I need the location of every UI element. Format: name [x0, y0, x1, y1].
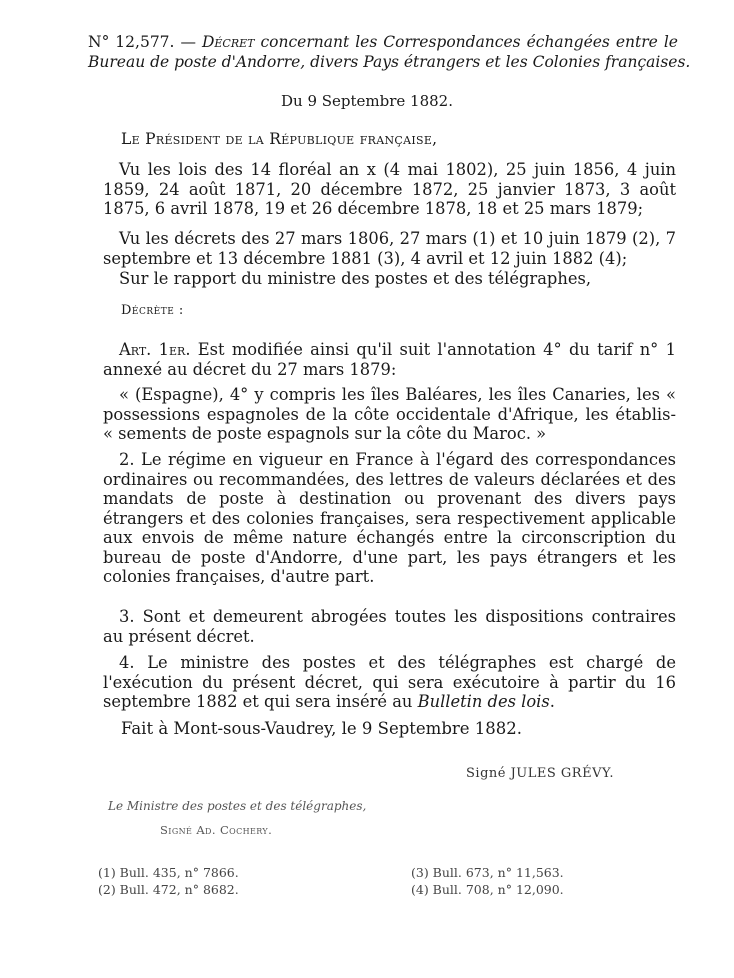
article-1-quote: « (Espagne), 4° y compris les îles Baléares, les îles Canaries, les « possessions espagnoles de la côte occidentale d'Afrique, les établis- « sements de poste espagnols sur la côte du Maroc. »: [103, 385, 676, 443]
fait-a-line: Fait à Mont-sous-Vaudrey, le 9 Septembre 1882.: [121, 719, 523, 738]
signature-minister: Signé Ad. Cochery.: [160, 823, 273, 837]
article-3-label: 3.: [119, 607, 135, 626]
footnote-3: (3) Bull. 673, n° 11,563.: [411, 865, 564, 880]
article-4-end: .: [549, 692, 555, 711]
footnotes-left: [98, 864, 239, 898]
decree-date: Du 9 Septembre 1882.: [280, 92, 453, 110]
considerant-report: Sur le rapport du ministre des postes et des télégraphes,: [119, 269, 591, 288]
decree-title: [88, 32, 691, 72]
considerant-decrees: [103, 229, 676, 268]
footnote-2: (2) Bull. 472, n° 8682.: [98, 882, 239, 897]
footnote-4: (4) Bull. 708, n° 12,090.: [411, 882, 564, 897]
minister-line: Le Ministre des postes et des télégraphes,: [108, 799, 367, 813]
article-3: [103, 607, 676, 646]
decree-label: Décret: [201, 33, 255, 51]
article-1: [103, 340, 676, 379]
article-1-label: Art. 1er.: [119, 340, 191, 359]
title-line-2: Bureau de poste d'Andorre, divers Pays étrangers et les Colonies françaises.: [88, 53, 691, 71]
article-4-label: 4.: [119, 653, 135, 672]
decree-number: N° 12,577. —: [88, 33, 196, 51]
decrete-heading: Décrète :: [121, 303, 184, 318]
article-1-text: Est modifiée ainsi qu'il suit l'annotation 4° du tarif n° 1 annexé au décret du 27 mars 1879:: [103, 340, 676, 379]
footnote-1: (1) Bull. 435, n° 7866.: [98, 865, 239, 880]
signature-president: Signé JULES GRÉVY.: [466, 766, 615, 781]
article-2: [103, 450, 676, 587]
article-3-text: Sont et demeurent abrogées toutes les dispositions contraires au présent décret.: [103, 607, 676, 646]
bulletin-des-lois: Bulletin des lois: [417, 692, 550, 711]
article-2-text: Le régime en vigueur en France à l'égard des correspondances ordinaires ou recommandées, des lettres de valeurs déclarées et des mandats de poste à destination ou provenant des divers pays étrangers et des colonies françaises, sera respectivement applicable aux envois de même nature échangés entre la circonscription du bureau de poste d'Andorre, d'une part, les pays étrangers et les colonies françaises, d'autre part.: [103, 450, 676, 586]
article-4-text: Le ministre des postes et des télégraphes est chargé de l'exécution du présent décret, qui sera exécutoire à partir du 16 septembre 1882 et qui sera inséré au: [103, 653, 676, 711]
considerant-laws: Vu les lois des 14 floréal an x (4 mai 1802), 25 juin 1856, 4 juin 1859, 24 août 1871, 20 décembre 1872, 25 janvier 1873, 3 août 1875, 6 avril 1878, 19 et 26 décembre 1878, 18 et 25 mars 1879;: [103, 160, 676, 218]
footnotes-right: [411, 864, 564, 898]
article-2-label: 2.: [119, 450, 135, 469]
title-line-1: [88, 32, 678, 52]
title-line-1-text: concernant les Correspondances échangées entre le: [260, 33, 678, 51]
article-4: [103, 653, 676, 712]
considerant-decrees-text: Vu les décrets des 27 mars 1806, 27 mars (1) et 10 juin 1879 (2), 7 septembre et 13 décembre 1881 (3), 4 avril et 12 juin 1882 (4);: [103, 229, 676, 268]
president-heading: Le Président de la République française,: [121, 130, 438, 148]
